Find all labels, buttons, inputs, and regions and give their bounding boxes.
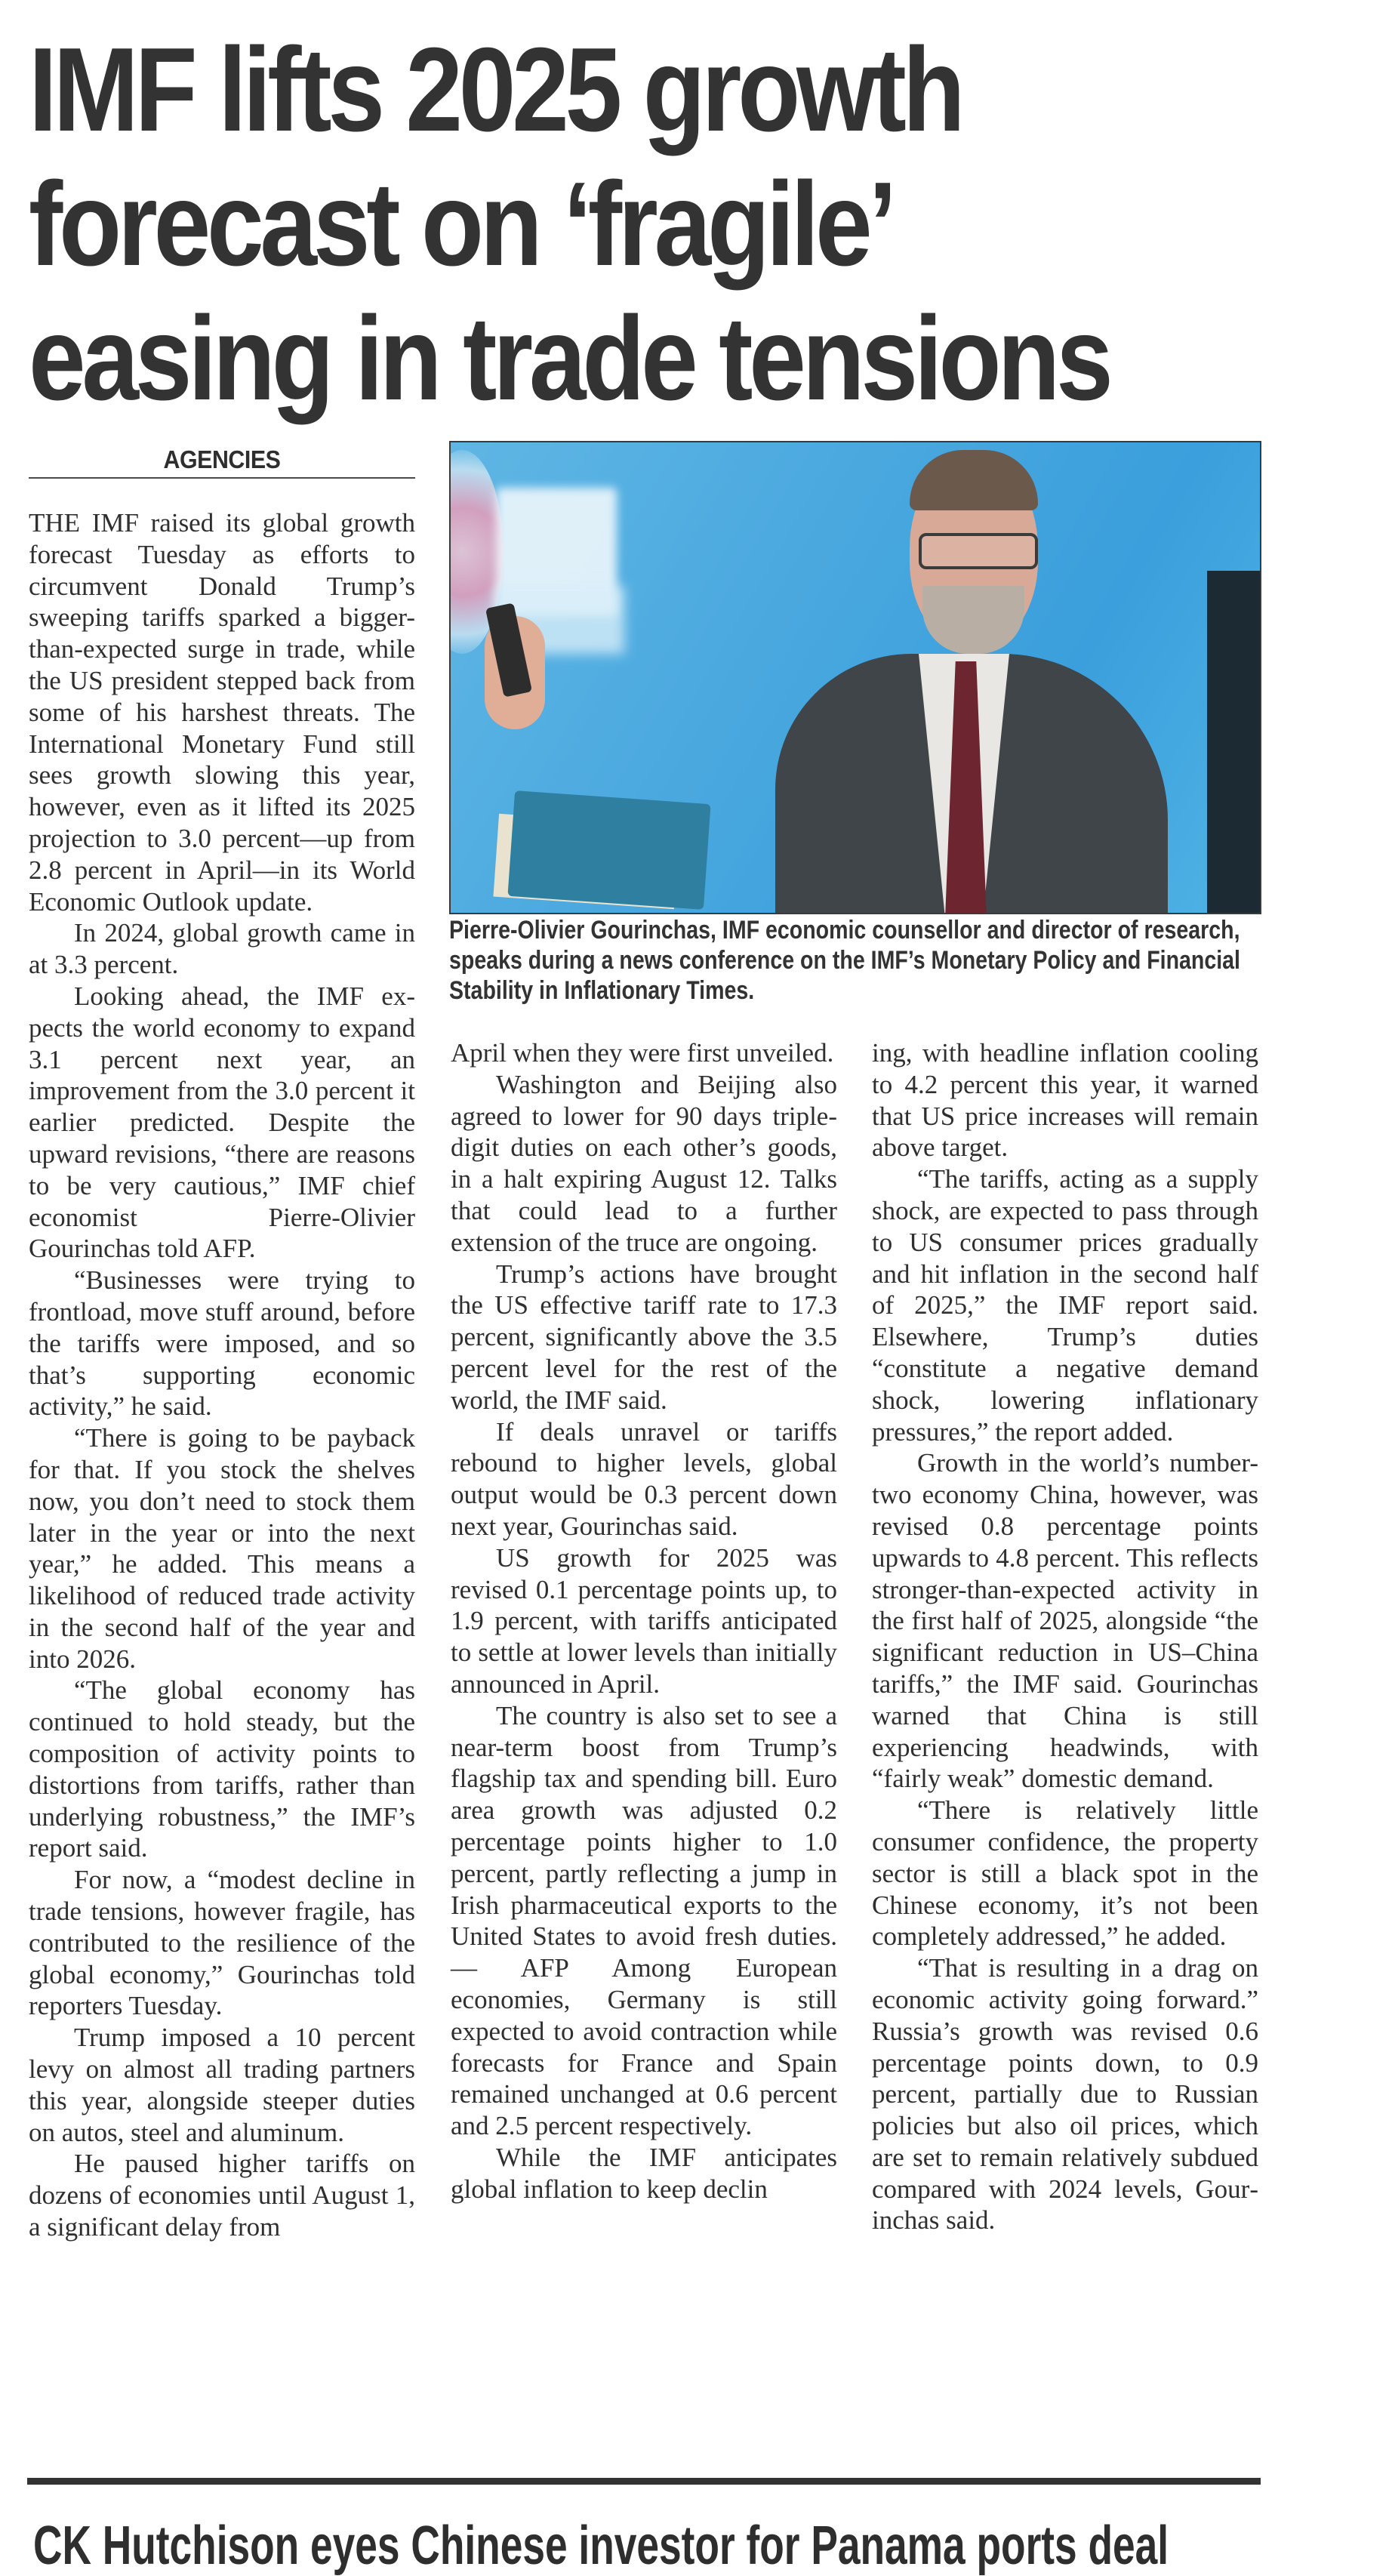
folder <box>507 790 710 910</box>
byline: AGENCIES <box>163 445 281 473</box>
article-paragraph: April when they were first unveiled. <box>451 1038 834 1068</box>
speaker-beard <box>922 586 1024 654</box>
article-paragraph: If deals unravel or tariffs rebound to higher levels, global output would be 0.3 percent down next year, Gourinchas said. <box>451 1416 837 1541</box>
article-paragraph: Trump’s actions have brought the US effective tariff rate to 17.3 percent, significantly above the 3.5 percent level for the rest of the world, the IMF said. <box>451 1259 837 1415</box>
article-paragraph: Growth in the world’s number-two economy China, however, was revised 0.8 percentage points upwards to 4.8 percent. This reflects stronger-than-expected activity in the first half of 2025, alongside “the significant reduction in US–China tariffs,” the IMF said. Gourinchas warned that China is still experiencing headwinds, with “fairly weak” domestic demand. <box>872 1448 1258 1794</box>
article-paragraph: “That is resulting in a drag on economic activity going forward.” Russia’s growth was revised 0.6 percentage points down, to 0.9 percent, partially due to Russian policies but also oil prices, which are set to remain relatively subdued compared with 2024 levels, Gourinchas said. <box>872 1953 1258 2236</box>
article-paragraph: Washington and Beijing also agreed to lower for 90 days triple-digit duties on each other’s goods, in a halt expiring August 12. Talks that could lead to a further extension of the truce are ongoing. <box>451 1069 837 1257</box>
article-paragraph: THE IMF raised its global growth forecast Tuesday as efforts to circumvent Donald Trump’s sweeping tariffs sparked a bigger-than-expected surge in trade, while the US president stepped back from some of his harshest threats. The International Monetary Fund still sees growth slowing this year, however, even as it lifted its 2025 projection to 3.0 percent—up from 2.8 percent in April—in its World Economic Outlook update. <box>29 508 415 917</box>
article-paragraph: “There is relatively little consumer confidence, the property sector is still a black spot in the Chinese economy, it’s not been completely addressed,” he added. <box>872 1795 1258 1952</box>
headline-line: IMF lifts 2025 growth <box>29 23 962 156</box>
article-paragraph: “There is going to be payback for that. If you stock the shelves now, you don’t need to stock them later in the year or into the next year,” he added. This means a likelihood of reduced trade activity in the second half of the year and into 2026. <box>29 1423 415 1674</box>
article-paragraph: He paused higher tariffs on dozens of economies until August 1, a significant delay from <box>29 2149 415 2242</box>
article-paragraph: In 2024, global growth came in at 3.3 percent. <box>29 918 415 980</box>
photo-caption: Pierre-Olivier Gourinchas, IMF economic counsellor and director of research, speaks during a news conference on the IMF’s Monetary Policy and Financial Stability in Inflationary Times. <box>449 916 1240 1005</box>
article-column-3 <box>872 1037 1258 2236</box>
speaker-glasses <box>919 533 1038 569</box>
article-paragraph: “Businesses were trying to frontload, move stuff around, before the tariffs were imposed, and so that’s supporting economic activity,” he said. <box>29 1265 415 1422</box>
byline-block <box>29 445 415 479</box>
article-paragraph: US growth for 2025 was revised 0.1 percentage points up, to 1.9 percent, with tariffs anticipated to settle at lower levels than initially announced in April. <box>451 1542 837 1699</box>
article-paragraph: “The global economy has continued to hold steady, but the composition of activity points to distortions from tariffs, rather than underlying robustness,” the IMF’s report said. <box>29 1675 415 1863</box>
speaker-hair <box>910 450 1038 510</box>
backdrop-dark-panel <box>1207 571 1260 913</box>
article-paragraph: “The tariffs, acting as a supply shock, are expected to pass through to US consumer prices gradually and hit inflation in the second half of 2025,” the IMF report said. Elsewhere, Trump’s duties “constitute a negative demand shock, lowering inflationary pressures,” the report added. <box>872 1164 1258 1447</box>
section-divider <box>27 2478 1261 2485</box>
article-paragraph: While the IMF anticipates global inflation to keep declin <box>451 2142 837 2204</box>
article-paragraph: The country is also set to see a near-term boost from Trump’s flagship tax and spending bill. Euro area growth was adjusted 0.2 percentage points higher to 1.0 percent, partly reflecting a jump in Irish pharmaceutical exports to the United States to avoid fresh duties. — AFP Among European economies, Germany is still expected to avoid contraction while forecasts for France and Spain remained unchanged at 0.6 percent and 2.5 percent respectively. <box>451 1700 837 2141</box>
article-paragraph: For now, a “modest decline in trade tensions, however fragile, has contributed to the resilience of the global economy,” Gourinchas told reporters Tuesday. <box>29 1865 415 2021</box>
next-article-headline: CK Hutchison eyes Chinese investor for Panama ports deal <box>33 2516 1169 2576</box>
article-column-2 <box>451 1037 837 2205</box>
headline-line: easing in trade tensions <box>29 292 1110 425</box>
article-photo <box>449 441 1261 914</box>
article-paragraph: Trump imposed a 10 percent levy on almost all trading partners this year, alongside steeper duties on autos, steel and aluminum. <box>29 2023 415 2147</box>
byline-divider <box>29 477 415 479</box>
article-paragraph: Looking ahead, the IMF expects the world economy to expand 3.1 percent next year, an improvement from the 3.0 percent it earlier predicted. Despite the upward revisions, “there are reasons to be very cautious,” IMF chief economist Pierre-Olivier Gourinchas told AFP. <box>29 981 415 1264</box>
article-column-1 <box>29 507 415 2243</box>
article-headline <box>29 23 1132 426</box>
headline-line: forecast on ‘fragile’ <box>29 158 894 291</box>
article-paragraph: ing, with headline inflation cooling to 4.2 percent this year, it warned that US price increases will remain above target. <box>872 1038 1258 1163</box>
